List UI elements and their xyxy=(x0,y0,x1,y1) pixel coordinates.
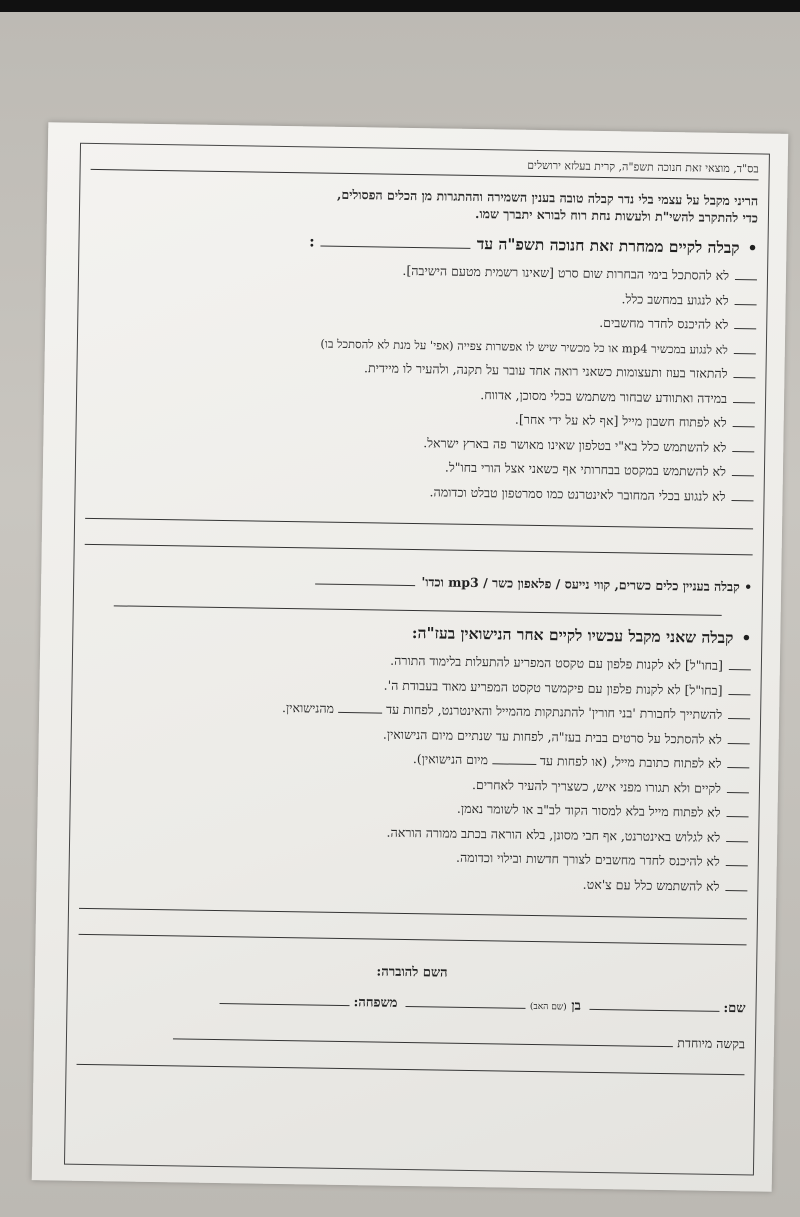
item-text: לא לפתוח כתובת מייל, (או לפחות עד xyxy=(539,753,722,771)
checkbox-blank[interactable] xyxy=(732,451,754,452)
document-content xyxy=(77,152,759,1075)
section2-rule[interactable] xyxy=(114,595,722,616)
father-note: (שם האב) xyxy=(529,1001,567,1013)
checkbox-blank[interactable] xyxy=(727,816,749,817)
checkbox-blank[interactable] xyxy=(733,377,755,378)
bullet-icon: • xyxy=(747,238,758,258)
top-bar xyxy=(0,0,800,12)
item-suffix: מיום הנישואין). xyxy=(412,751,489,768)
item-text: לא לנגוע במחשב כלל. xyxy=(621,290,729,308)
item-text: [בחו"ל] לא לקנות פלפון עם טקסט המפריע להתעלות בלימוד התורה. xyxy=(390,652,724,673)
years-blank[interactable] xyxy=(338,712,382,714)
special-field[interactable] xyxy=(173,1038,673,1047)
intro-line-1: הריני מקבל על עצמי בלי נדר קבלה טובה בענין השמירה וההתגרות מן הכלים הפסולים, xyxy=(336,186,759,209)
bullet-icon: • xyxy=(744,579,753,595)
father-field[interactable] xyxy=(406,1006,526,1009)
item-text: לא לפתוח מייל בלא למסור הקוד לב"ב או לשומר נאמן. xyxy=(456,800,721,820)
item-text: לא לפתוח חשבון מייל [אף לא על ידי אחר]. xyxy=(514,411,727,430)
checkbox-blank[interactable] xyxy=(735,279,757,280)
checkbox-blank[interactable] xyxy=(729,669,751,670)
section3-title-text: קבלה שאני מקבל עכשיו לקיים אחר הנישואין בעז"ה: xyxy=(411,623,734,648)
intro xyxy=(90,182,758,226)
checkbox-blank[interactable] xyxy=(733,426,755,427)
section2 xyxy=(84,565,752,599)
intro-line-2: כדי להתקרב להשי"ת ולעשות נחת רוח לבורא יתברך שמו. xyxy=(474,205,759,226)
section1-colon: : xyxy=(308,231,316,251)
checkbox-blank[interactable] xyxy=(728,694,750,695)
checkbox-blank[interactable] xyxy=(728,718,750,719)
item-text: להתאזר בעוז ותעצומות כשאני רואה אחד עובר על תקנה, ולהעיר לו מיידית. xyxy=(363,360,728,381)
checkbox-blank[interactable] xyxy=(725,889,747,890)
section1-list xyxy=(85,254,758,561)
section1-title xyxy=(89,228,757,258)
family-field[interactable] xyxy=(219,1003,349,1006)
checkbox-blank[interactable] xyxy=(735,304,757,305)
checkbox-blank[interactable] xyxy=(732,475,754,476)
checkbox-blank[interactable] xyxy=(734,328,756,329)
item-text: לקיים ולא תגורו מפני איש, כשצריך להעיר לאחרים. xyxy=(471,776,722,796)
checkbox-blank[interactable] xyxy=(728,743,750,744)
item-text: לא להשתמש במקסט בבחרותי אף כשאני אצל הורי בחו"ל. xyxy=(444,459,727,479)
section2-blank[interactable] xyxy=(315,584,415,587)
item-text: במידה ואתוודע שבחור משתמש בכלי מסוכן, אדווח. xyxy=(480,386,728,406)
item-text: לא להסתכל בימי הבחרות שום סרט [שאינו רשמית מטעם הישיבה]. xyxy=(402,262,730,283)
name-field[interactable] xyxy=(589,1009,719,1012)
bullet-icon: • xyxy=(741,628,752,648)
item-text: לא להשתמש כלל עם צ'אט. xyxy=(582,876,720,894)
groom-label: השם להוברה: xyxy=(376,964,448,981)
item-text: לא להיכנס לחדר מחשבים לצורך חדשות ובילוי וכדומה. xyxy=(455,849,720,869)
page-frame xyxy=(64,143,770,1176)
checkbox-blank[interactable] xyxy=(726,840,748,841)
years-blank[interactable] xyxy=(492,763,536,765)
ben-label: בן xyxy=(571,998,581,1014)
item-text: [בחו"ל] לא לקנות פלפון עם פיקמשר טקסט המפריע מאוד בעבודת ה'. xyxy=(383,677,723,698)
item-suffix: מהנישואין. xyxy=(281,699,335,716)
section1-title-text: קבלה לקיים ממחרת זאת חנוכה תשפ"ה עד xyxy=(476,233,740,258)
item-text: לא לנגוע בכלי המחובר לאינטרנט כמו סמרטפון טבלט וכדומה. xyxy=(429,483,726,504)
section2-text: קבלה בעניין כלים כשרים, קווי נייעס / פלאפון כשר / mp3 וכדו' xyxy=(421,574,740,595)
item-text: לא לגלוש באינטרנט, אף חבי מסונן, בלא הוראה בכתב ממורה הוראה. xyxy=(386,824,721,845)
date-blank[interactable] xyxy=(321,246,471,249)
item-text: לא להשתמש כלל בא"י בטלפון שאינו מאושר פה בארץ ישראל. xyxy=(423,434,727,455)
checkbox-blank[interactable] xyxy=(727,767,749,768)
special-rule[interactable] xyxy=(77,1054,745,1075)
section3-list xyxy=(79,644,752,951)
item-text: לא להסתכל על סרטים בבית בעז"ה, לפחות עד שנתיים מיום הנישואין. xyxy=(382,726,722,747)
checkbox-blank[interactable] xyxy=(733,402,755,403)
paper-sheet xyxy=(32,122,789,1191)
checkbox-blank[interactable] xyxy=(727,791,749,792)
checkbox-blank[interactable] xyxy=(726,865,748,866)
item-text: לא לנגוע במכשיר mp4 או כל מכשיר שיש לו אפשרות צפייה (אפי' על מנת לא להסתכל בו) xyxy=(320,336,728,357)
checkbox-blank[interactable] xyxy=(734,353,756,354)
header-line: בס"ד, מוצאי זאת חנוכה תשפ"ה, קרית בעלזא ירושלים xyxy=(527,158,759,176)
checkbox-blank[interactable] xyxy=(731,500,753,501)
item-text: לא להיכנס לחדר מחשבים. xyxy=(599,314,729,332)
family-label: משפחה: xyxy=(353,995,398,1011)
name-row xyxy=(77,985,745,1024)
name-label: שם: xyxy=(723,1000,746,1017)
item-text: להשתייך לחבורת 'בני חורין' להתנתקות מהמייל והאינטרנט, לפחות עד xyxy=(385,701,723,722)
section3-title xyxy=(83,618,751,648)
special-row xyxy=(77,1020,745,1058)
special-label: בקשה מיוחדת xyxy=(677,1035,746,1052)
